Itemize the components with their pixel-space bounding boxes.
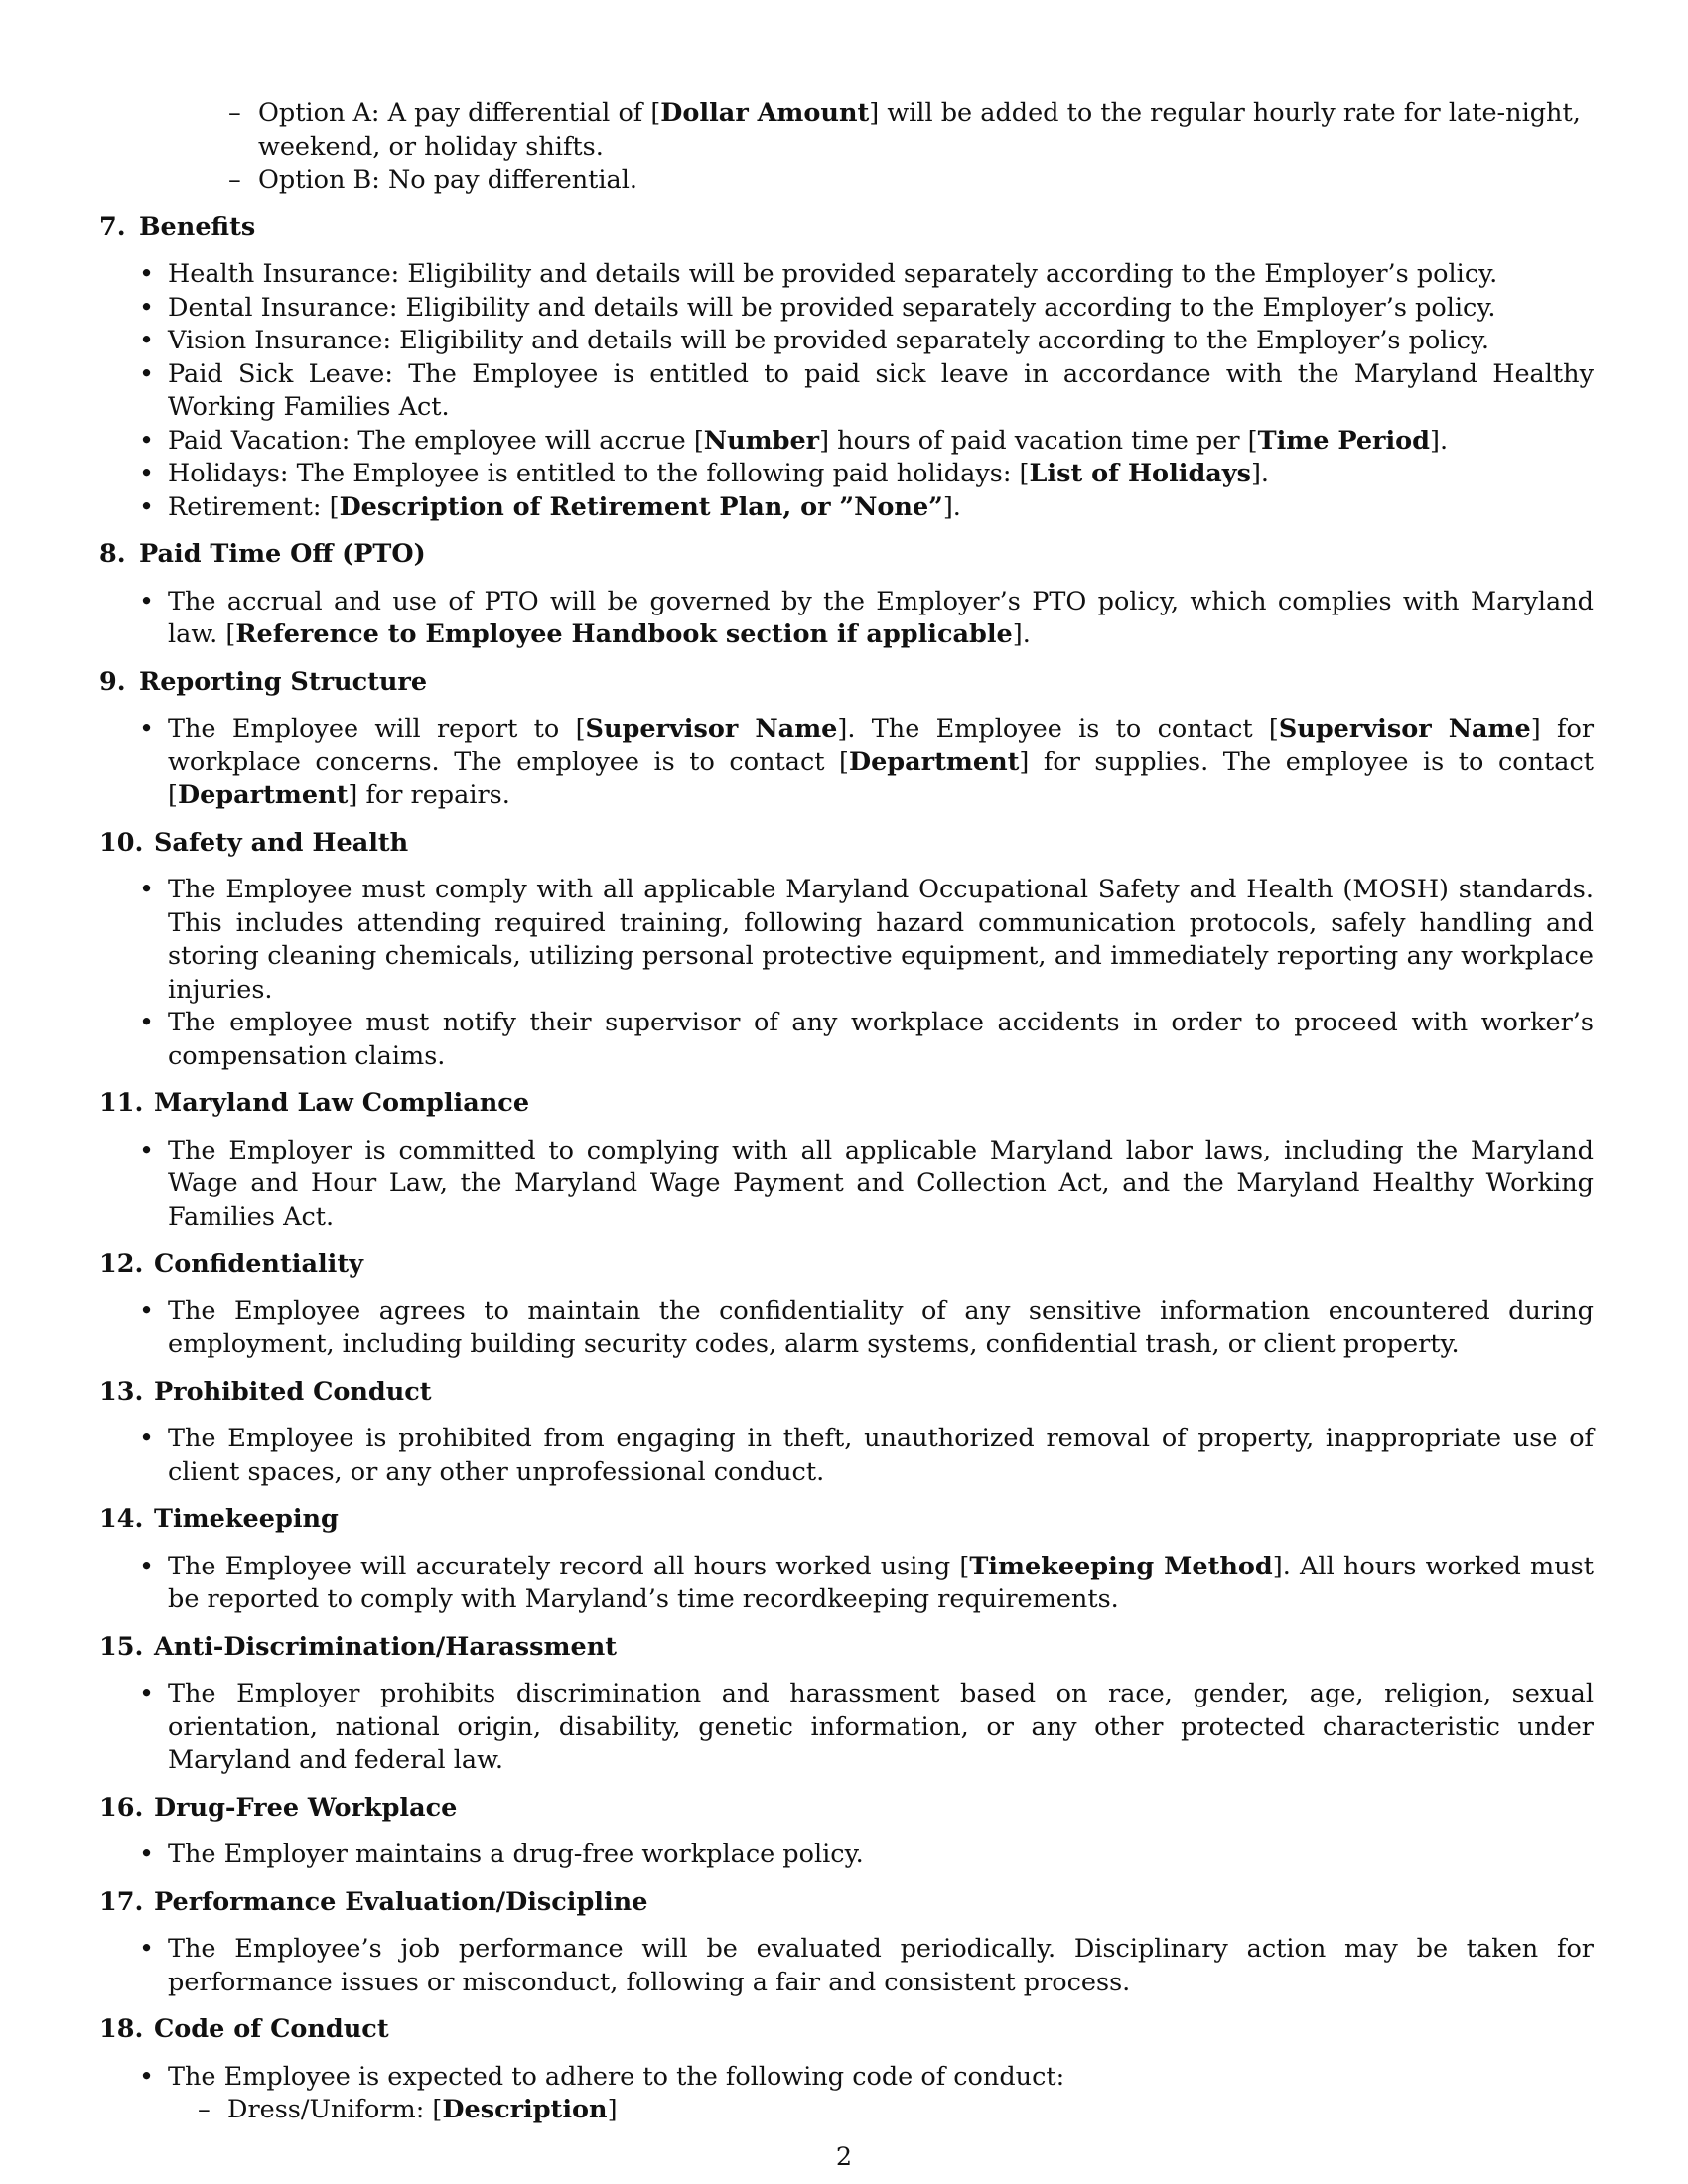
list-item: • The Employer prohibits discrimination and harassment based on race, gender, age, religion, sexual orientation, national origin, disability, genetic information, or any other protected characteristic under Maryland and federal law. <box>139 1679 1594 1775</box>
section-anti-discrimination <box>99 1631 1594 1778</box>
section-drug-free <box>99 1792 1594 1872</box>
section-title: 15. Anti-Discrimination/Harassment <box>99 1631 618 1662</box>
list-item: • The employee must notify their supervisor of any workplace accidents in order to proceed with worker’s compensation claims. <box>139 1008 1594 1071</box>
section-confidentiality <box>99 1248 1594 1362</box>
section-title: 7. Benefits <box>99 211 256 242</box>
section-title: 17. Performance Evaluation/Discipline <box>99 1886 648 1917</box>
sub-list-item: – Dress/Uniform: [Description] <box>198 2094 1594 2127</box>
page-number: 2 <box>835 2142 853 2172</box>
section-title: 14. Timekeeping <box>99 1504 339 1534</box>
section-performance <box>99 1886 1594 2000</box>
dash-marker: – <box>198 2095 211 2124</box>
list-item: • The Employee will accurately record all hours worked using [Timekeeping Method]. All hours worked must be reported to comply with Maryland’s time recordkeeping requirements. <box>139 1551 1594 1614</box>
list-item: • Paid Vacation: The employee will accrue [Number] hours of paid vacation time per [Time Period]. <box>139 425 1449 456</box>
list-item: • Holidays: The Employee is entitled to the following paid holidays: [List of Holidays]. <box>139 459 1270 488</box>
list-item: • The Employee must comply with all applicable Maryland Occupational Safety and Health (MOSH) standards. This includes attending required training, following hazard communication protocols, safely handling and storing cleaning chemicals, utilizing personal protective equipment, and immediately reporting any workplace injuries. <box>139 875 1594 1005</box>
section-title: 13. Prohibited Conduct <box>99 1376 432 1407</box>
list-item: • The Employee will report to [Supervisor Name]. The Employee is to contact [Supervisor Name] for workplace concerns. The employee is to contact [Department] for supplies. The employee is to contact [Department] for repairs. <box>139 714 1595 810</box>
section-title: 8. Paid Time Off (PTO) <box>99 539 426 569</box>
option-a: – Option A: A pay differential of [Dollar Amount] will be added to the regular hourly rate for late-night, weekend, or holiday shifts. <box>228 98 1581 162</box>
pay-differential-options <box>228 97 1594 198</box>
list-item: • Dental Insurance: Eligibility and details will be provided separately according to the Employer’s policy. <box>139 292 1496 323</box>
list-item: • The Employee’s job performance will be evaluated periodically. Disciplinary action may be taken for performance issues or misconduct, following a fair and consistent process. <box>139 1934 1594 1997</box>
section-timekeeping <box>99 1503 1594 1617</box>
section-title: 10. Safety and Health <box>99 827 409 858</box>
section-reporting-structure <box>99 666 1594 813</box>
section-benefits <box>99 211 1594 525</box>
document-page <box>99 97 1594 2127</box>
list-item: • The Employee is expected to adhere to the following code of conduct: – Dress/Uniform: [Description] <box>99 2061 1594 2127</box>
section-title: 12. Confidentiality <box>99 1249 363 1279</box>
list-item: • The accrual and use of PTO will be governed by the Employer’s PTO policy, which complies with Maryland law. [Reference to Employee Handbook section if applicable]. <box>139 586 1594 649</box>
list-item: • Paid Sick Leave: The Employee is entitled to paid sick leave in accordance with the Maryland Healthy Working Families Act. <box>139 358 1594 422</box>
section-code-of-conduct <box>99 2013 1594 2127</box>
dash-marker: – <box>228 165 241 195</box>
section-safety-health <box>99 827 1594 1074</box>
section-title: 16. Drug-Free Workplace <box>99 1792 458 1823</box>
option-b: – Option B: No pay differential. <box>228 164 1594 198</box>
section-pto <box>99 538 1594 652</box>
list-item: • Vision Insurance: Eligibility and details will be provided separately according to the Employer’s policy. <box>139 326 1490 355</box>
list-item: • The Employee is prohibited from engaging in theft, unauthorized removal of property, inappropriate use of client spaces, or any other unprofessional conduct. <box>139 1424 1594 1487</box>
section-maryland-law <box>99 1087 1594 1234</box>
list-item: • The Employee agrees to maintain the confidentiality of any sensitive information encountered during employment, including building security codes, alarm systems, confidential trash, or client property. <box>139 1296 1594 1359</box>
list-item: • Retirement: [Description of Retirement Plan, or ”None”]. <box>139 491 961 522</box>
section-prohibited-conduct <box>99 1376 1594 1490</box>
dash-marker: – <box>228 98 241 128</box>
list-item: • Health Insurance: Eligibility and details will be provided separately according to the Employer’s policy. <box>139 259 1498 289</box>
section-title: 9. Reporting Structure <box>99 666 428 697</box>
list-item: • The Employer is committed to complying with all applicable Maryland labor laws, including the Maryland Wage and Hour Law, the Maryland Wage Payment and Collection Act, and the Maryland Healthy Working Families Act. <box>139 1135 1594 1232</box>
section-title: 11. Maryland Law Compliance <box>99 1088 530 1118</box>
list-item: • The Employer maintains a drug-free workplace policy. <box>139 1840 864 1869</box>
section-title: 18. Code of Conduct <box>99 2014 389 2044</box>
